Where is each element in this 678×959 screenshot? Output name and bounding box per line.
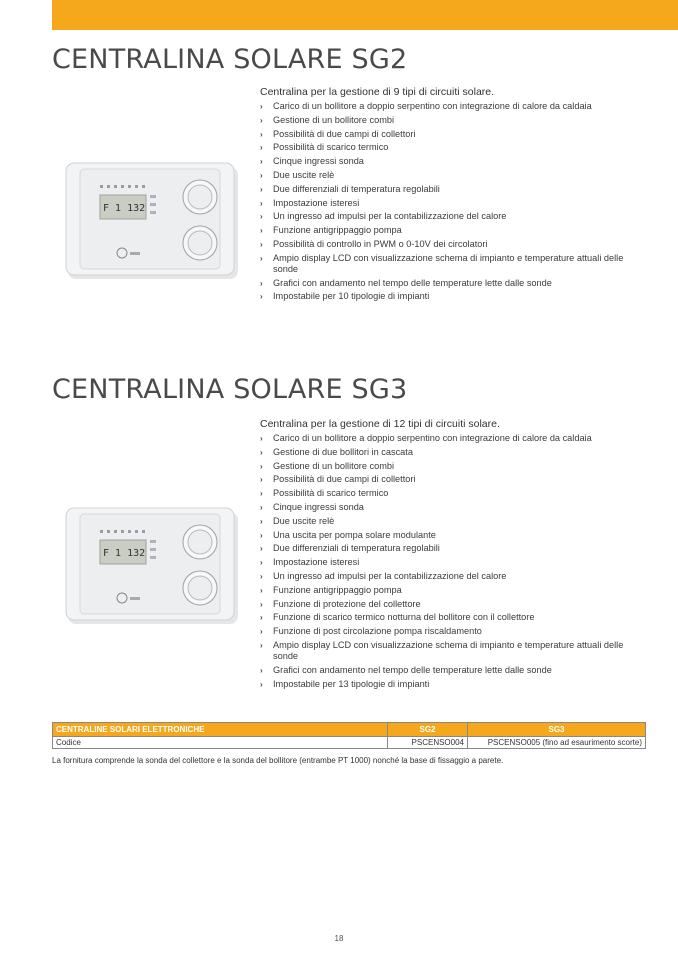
controller-image-sg2 [64, 155, 244, 281]
supply-note: La fornitura comprende la sonda del collettore e la sonda del bollitore (entrambe PT 1000) nonché la base di fissaggio a parete. [52, 756, 504, 765]
list-item: › Impostazione isteresi [260, 197, 360, 208]
bullet-icon: › [260, 613, 263, 623]
bullet-icon: › [260, 170, 263, 180]
list-item: › Due uscite relè [260, 515, 335, 526]
lcd-readout: F 1 132 [103, 548, 146, 559]
list-item: › Possibilità di scarico termico [260, 142, 389, 153]
bullet-icon: › [260, 585, 263, 595]
bullet-icon: › [260, 640, 263, 650]
list-item: › Funzione antigrippaggio pompa [260, 584, 402, 595]
controller-image-sg3 [64, 500, 244, 626]
bullet-icon: › [260, 278, 263, 288]
bullet-icon: › [260, 571, 263, 581]
bullet-icon: › [260, 558, 263, 568]
bullet-icon: › [260, 157, 263, 167]
bullet-icon: › [260, 530, 263, 540]
bullet-icon: › [260, 627, 263, 637]
feature-list-sg3 [260, 433, 650, 690]
list-item: › Grafici con andamento nel tempo delle temperature lette dalle sonde [260, 664, 552, 675]
bullet-icon: › [260, 599, 263, 609]
list-item: › Possibilità di controllo in PWM o 0-10V dei circolatori [260, 238, 488, 249]
lcd-readout: F 1 132 [103, 203, 146, 214]
bullet-icon: › [260, 253, 263, 263]
bullet-icon: › [260, 544, 263, 554]
list-item: › Una uscita per pompa solare modulante [260, 529, 436, 540]
list-item: › Carico di un bollitore a doppio serpentino con integrazione di calore da caldaia [260, 433, 592, 443]
bullet-icon: › [260, 226, 263, 236]
list-item: › Due uscite relè [260, 169, 335, 180]
list-item: › Carico di un bollitore a doppio serpentino con integrazione di calore da caldaia [260, 101, 592, 111]
bullet-icon: › [260, 184, 263, 194]
list-item: › Funzione antigrippaggio pompa [260, 225, 402, 236]
list-item: › Un ingresso ad impulsi per la contabilizzazione del calore [260, 211, 507, 222]
bullet-icon: › [260, 434, 263, 443]
bullet-icon: › [260, 516, 263, 526]
list-item: › Due differenziali di temperatura regolabili [260, 183, 440, 194]
list-item: › Gestione di un bollitore combi [260, 114, 395, 125]
bullet-icon: › [260, 475, 263, 485]
list-item: › Ampio display LCD con visualizzazione schema di impianto e temperature attuali delle sonde [260, 639, 624, 661]
list-item: › Possibilità di due campi di collettori [260, 128, 416, 139]
list-item: › Cinque ingressi sonda [260, 156, 364, 167]
table-cell-sg2-code: PSCENSO004 [388, 737, 468, 749]
bullet-icon: › [260, 143, 263, 153]
product-code-table [52, 722, 646, 749]
top-accent-bar [52, 0, 678, 30]
features-sg3 [260, 417, 650, 692]
list-item: › Gestione di due bollitori in cascata [260, 446, 413, 457]
table-header-sg3: SG3 [468, 723, 646, 737]
table-header-row [53, 723, 646, 737]
bullet-icon: › [260, 502, 263, 512]
table-header-category: CENTRALINE SOLARI ELETTRONICHE [53, 723, 388, 737]
list-item: › Cinque ingressi sonda [260, 501, 364, 512]
bullet-icon: › [260, 115, 263, 125]
list-item: › Funzione di scarico termico notturna del bollitore con il collettore [260, 612, 535, 623]
list-item: › Impostabile per 13 tipologie di impianti [260, 678, 430, 689]
list-item: › Ampio display LCD con visualizzazione schema di impianto e temperature attuali delle sonde [260, 252, 624, 274]
bullet-icon: › [260, 461, 263, 471]
page-number: 18 [334, 934, 344, 943]
bullet-icon: › [260, 489, 263, 499]
list-item: › Impostazione isteresi [260, 557, 360, 568]
bullet-icon: › [260, 239, 263, 249]
features-sg2 [260, 85, 650, 305]
bullet-icon: › [260, 198, 263, 208]
list-item: › Un ingresso ad impulsi per la contabilizzazione del calore [260, 570, 507, 581]
bullet-icon: › [260, 292, 263, 302]
bullet-icon: › [260, 129, 263, 139]
bullet-icon: › [260, 102, 263, 111]
list-item: › Funzione di protezione del collettore [260, 598, 421, 609]
intro-sg2: Centralina per la gestione di 9 tipi di circuiti solare. [260, 86, 495, 98]
intro-sg3: Centralina per la gestione di 12 tipi di circuiti solare. [260, 418, 500, 430]
list-item: › Gestione di un bollitore combi [260, 460, 395, 471]
list-item: › Funzione di post circolazione pompa riscaldamento [260, 626, 482, 637]
section-title-sg2: CENTRALINA SOLARE SG2 [52, 44, 408, 75]
list-item: › Possibilità di due campi di collettori [260, 474, 416, 485]
bullet-icon: › [260, 447, 263, 457]
list-item: › Grafici con andamento nel tempo delle temperature lette dalle sonde [260, 277, 552, 288]
list-item: › Possibilità di scarico termico [260, 488, 389, 499]
table-cell-label: Codice [53, 737, 388, 749]
bullet-icon: › [260, 679, 263, 689]
feature-list-sg2 [260, 101, 650, 302]
table-row [53, 737, 646, 749]
bullet-icon: › [260, 212, 263, 222]
bullet-icon: › [260, 665, 263, 675]
list-item: › Impostabile per 10 tipologie di impianti [260, 291, 430, 302]
table-header-sg2: SG2 [388, 723, 468, 737]
section-title-sg3: CENTRALINA SOLARE SG3 [52, 374, 408, 405]
table-cell-sg3-code: PSCENSO005 (fino ad esaurimento scorte) [468, 737, 646, 749]
list-item: › Due differenziali di temperatura regolabili [260, 543, 440, 554]
